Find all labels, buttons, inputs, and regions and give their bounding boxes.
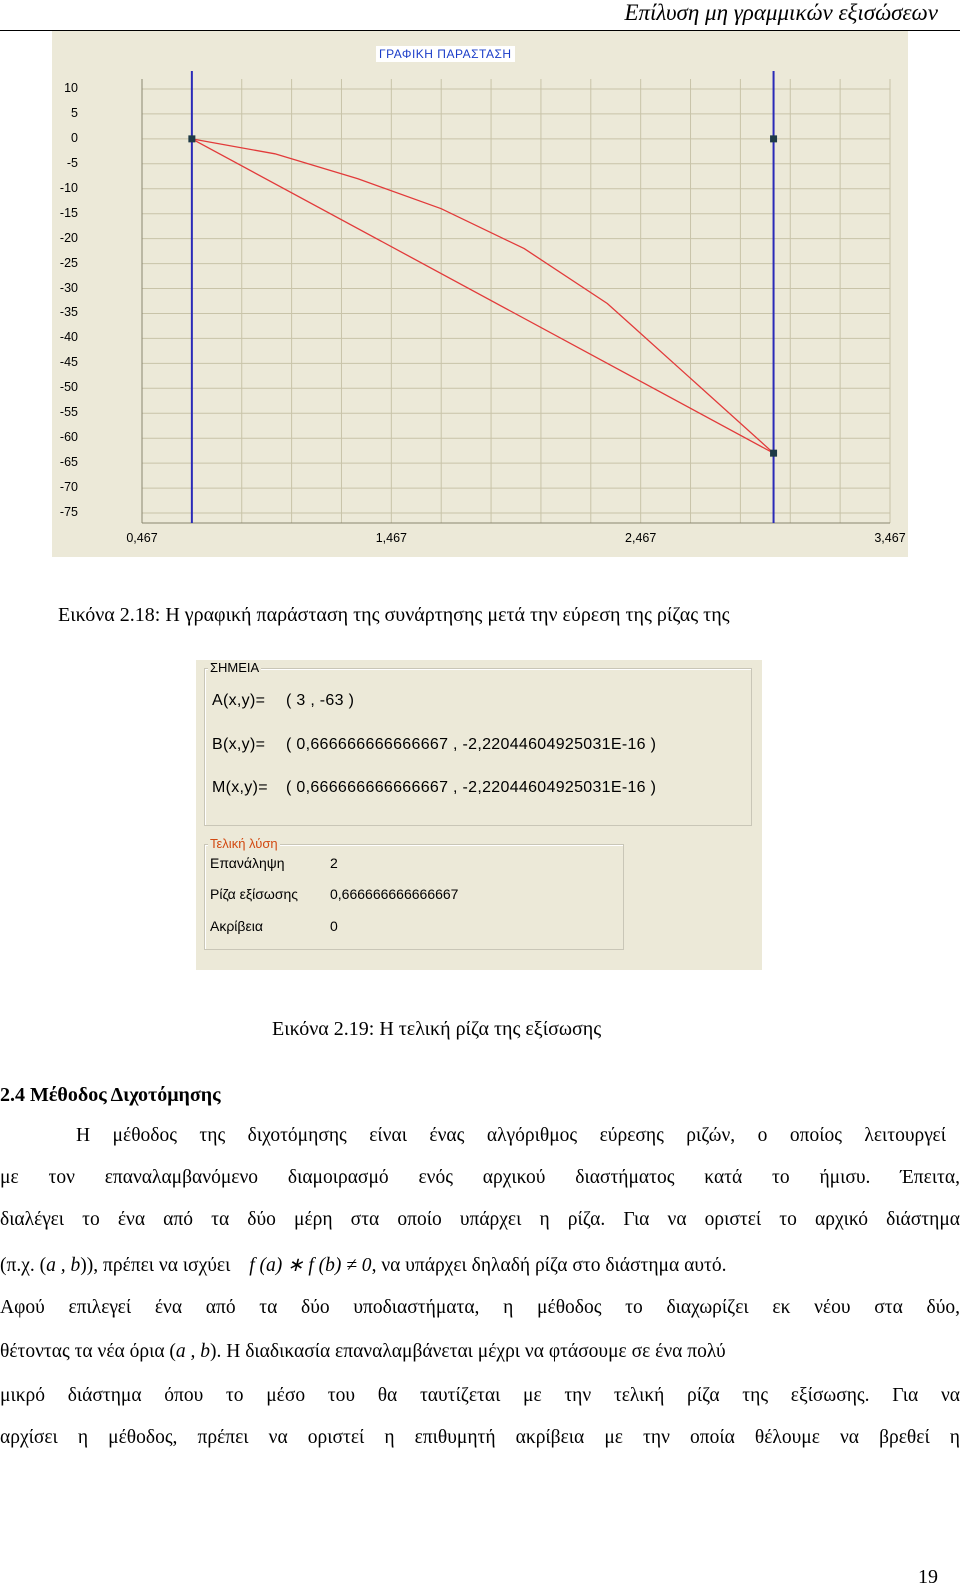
point-m-label: M(x,y)=	[212, 779, 268, 796]
y-tick-label: -60	[59, 430, 78, 445]
line-8-text: αρχίσει η μέθοδος, πρέπει να οριστεί η επιθυμητή ακρίβεια με την οποία θέλουμε να βρεθεί η	[0, 1427, 960, 1448]
y-tick-label: -40	[59, 330, 78, 345]
y-tick-label: 0	[71, 130, 78, 145]
points-legend: ΣΗΜΕΙΑ	[210, 660, 260, 675]
paragraph-line-7	[0, 1385, 960, 1407]
var-a: a	[46, 1255, 56, 1276]
y-tick-label: -55	[59, 405, 78, 420]
chart-title: ΓΡΑΦΙΚΗ ΠΑΡΑΣΤΑΣΗ	[376, 46, 515, 62]
points-panel	[196, 660, 762, 970]
point-marker-2	[770, 450, 777, 457]
x-tick-label: 2,467	[625, 531, 657, 545]
y-tick-label: -10	[59, 180, 78, 195]
root-label: Ρίζα εξίσωσης	[210, 886, 299, 902]
paragraph-line-2	[0, 1167, 960, 1189]
y-tick-label: -15	[59, 205, 78, 220]
y-tick-label: -25	[59, 255, 78, 270]
var-comma-2: ,	[185, 1341, 201, 1362]
y-tick-label: 5	[71, 105, 78, 120]
point-b-value: ( 0,666666666666667 , -2,22044604925031E-16 )	[286, 736, 657, 753]
accuracy-value: 0	[330, 918, 338, 934]
var-b-2: b	[200, 1341, 211, 1362]
point-a-label: A(x,y)=	[212, 692, 266, 709]
line-2-text: με τον επαναλαμβανόμενο διαμοιρασμό ενός αρχικού διαστήματος κατά το ήμισυ. Έπειτα,	[0, 1167, 960, 1188]
y-tick-label: -50	[59, 380, 78, 395]
section-heading: 2.4 Μέθοδος Διχοτόμησης	[0, 1084, 221, 1106]
y-tick-label: -20	[59, 230, 78, 245]
y-tick-label: -70	[59, 480, 78, 495]
solution-legend: Τελική λύση	[210, 836, 278, 851]
line-4-text-c: , να υπάρχει δηλαδή ρίζα στο διάστημα αυτό.	[371, 1255, 727, 1276]
running-header: Επίλυση μη γραμμικών εξισώσεων	[624, 0, 938, 25]
y-tick-label: -35	[59, 305, 78, 320]
y-tick-label: -5	[66, 155, 78, 170]
line-6-text-a: θέτοντας τα νέα όρια (	[0, 1341, 176, 1362]
paragraph-line-4	[0, 1253, 960, 1277]
point-marker-0	[188, 135, 195, 142]
point-a-value: ( 3 , -63 )	[286, 692, 355, 709]
line-4-text-b: )), πρέπει να ισχύει	[80, 1255, 231, 1276]
line-3-text: διαλέγει το ένα από τα δύο μέρη στα οποίο υπάρχει η ρίζα. Για να οριστεί το αρχικό διάστημα	[0, 1209, 960, 1230]
y-tick-label: -65	[59, 455, 78, 470]
chord-line	[192, 139, 774, 453]
body-paragraph	[0, 1125, 960, 1565]
y-tick-label: -75	[59, 505, 78, 520]
point-m-value: ( 0,666666666666667 , -2,22044604925031E-16 )	[286, 779, 657, 796]
x-tick-label: 0,467	[126, 531, 158, 545]
function-chart	[52, 31, 908, 557]
line-4-text-a: (π.χ. (	[0, 1255, 47, 1276]
paragraph-line-1	[0, 1125, 946, 1147]
x-tick-label: 1,467	[375, 531, 407, 545]
iteration-value: 2	[330, 855, 338, 871]
line-6-text-b: ). Η διαδικασία επαναλαμβάνεται μέχρι να φτάσουμε σε ένα πολύ	[210, 1341, 726, 1362]
var-b: b	[70, 1255, 81, 1276]
x-tick-label: 3,467	[874, 531, 906, 545]
paragraph-line-6	[0, 1341, 960, 1363]
accuracy-label: Ακρίβεια	[210, 918, 263, 934]
paragraph-line-8	[0, 1427, 960, 1449]
iteration-label: Επανάληψη	[210, 855, 285, 871]
figure-caption-2-18: Εικόνα 2.18: Η γραφική παράσταση της συνάρτησης μετά την εύρεση της ρίζας της	[58, 604, 730, 626]
y-tick-label: 10	[64, 80, 78, 95]
y-tick-label: -45	[59, 355, 78, 370]
paragraph-line-3	[0, 1209, 960, 1231]
line-5-text: Αφού επιλεγεί ένα από τα δύο υποδιαστήματα, η μέθοδος το διαχωρίζει εκ νέου στα δύο,	[0, 1297, 960, 1318]
line-1-text: Η μέθοδος της διχοτόμησης είναι ένας αλγόριθμος εύρεσης ριζών, ο οποίος λειτουργεί	[76, 1125, 946, 1146]
var-comma: ,	[55, 1255, 71, 1276]
point-marker-1	[770, 135, 777, 142]
condition-formula: f (a) ∗ f (b) ≠ 0	[249, 1255, 372, 1276]
var-a-2: a	[175, 1341, 186, 1362]
point-b-label: B(x,y)=	[212, 736, 266, 753]
figure-caption-2-19: Εικόνα 2.19: Η τελική ρίζα της εξίσωσης	[272, 1018, 602, 1040]
page-number: 19	[918, 1566, 938, 1588]
y-tick-label: -30	[59, 280, 78, 295]
paragraph-line-5	[0, 1297, 960, 1319]
root-value: 0,666666666666667	[330, 886, 459, 902]
line-7-text: μικρό διάστημα όπου το μέσο του θα ταυτίζεται με την τελική ρίζα της εξίσωσης. Για να	[0, 1385, 960, 1406]
